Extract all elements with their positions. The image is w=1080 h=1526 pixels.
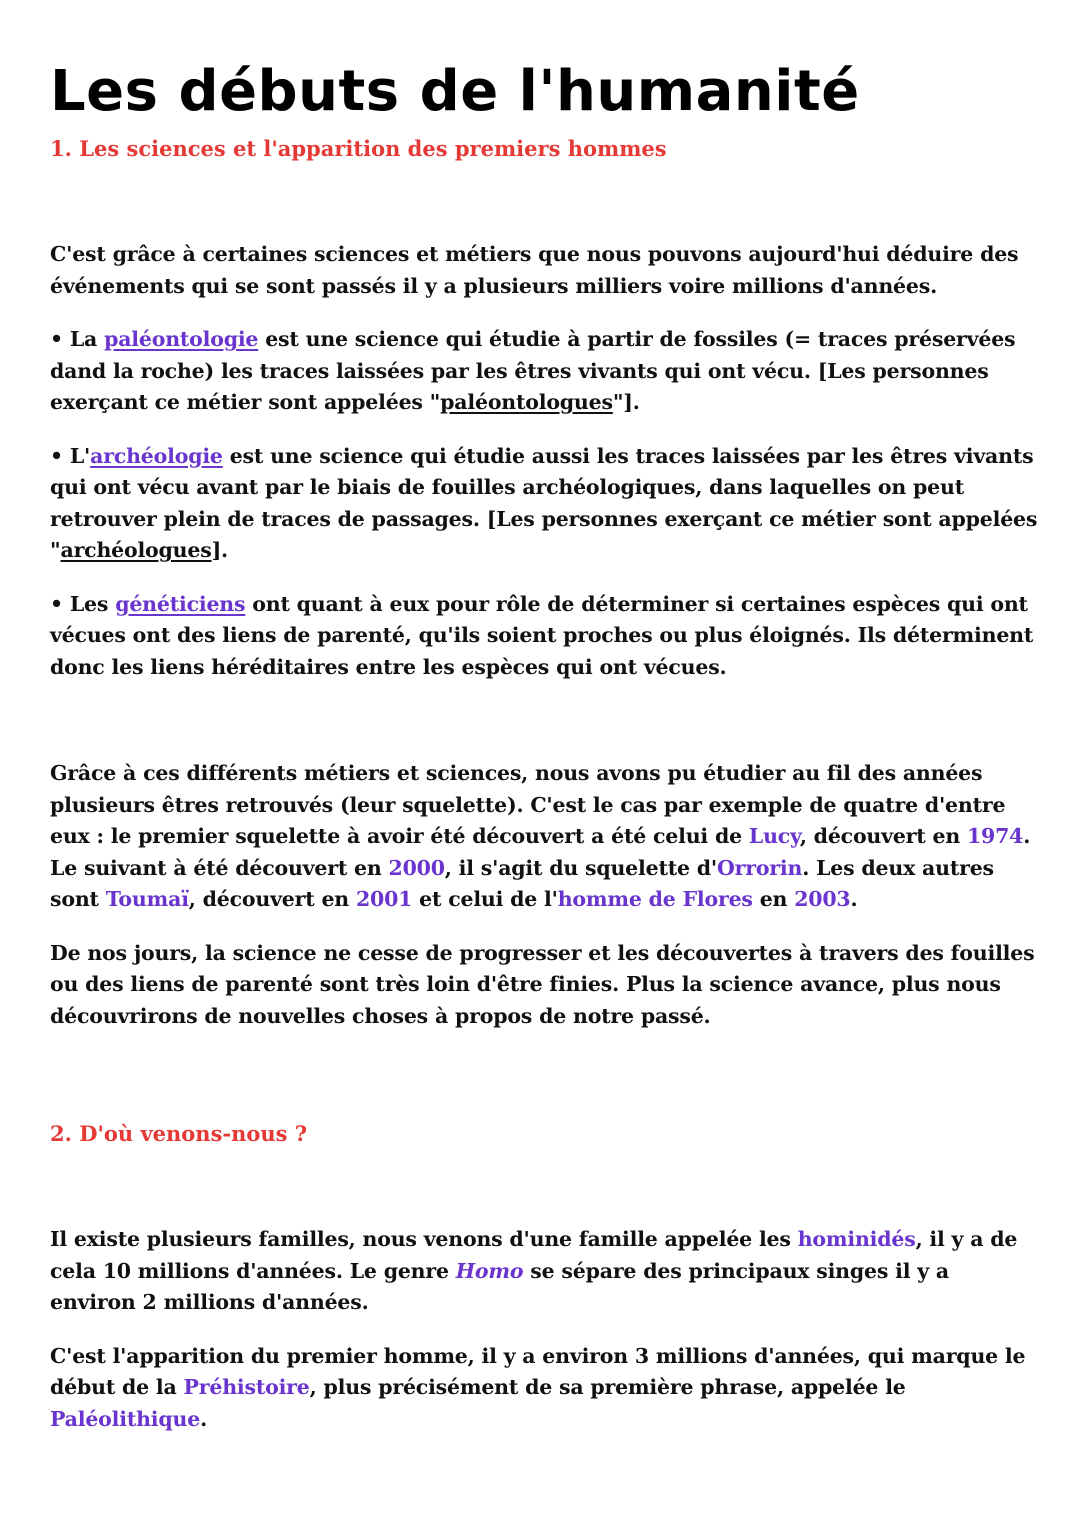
year-2003: 2003 — [794, 887, 851, 911]
conclusion-paragraph: De nos jours, la science ne cesse de progresser et les découvertes à travers des fouilles ou des liens de parenté sont très loin d'être finies. Plus la science avance, plus nous découvrirons de nouvelles choses à propos de notre passé. — [50, 940, 1035, 1028]
toumai-term: Toumaï — [105, 887, 189, 911]
year-1974: 1974 — [966, 824, 1024, 848]
archeologie-link[interactable]: archéologie — [90, 443, 223, 468]
hominides-term: hominidés — [797, 1227, 916, 1251]
document-page — [50, 52, 1040, 1435]
geneticiens-link[interactable]: généticiens — [115, 591, 246, 616]
discoveries-paragraph: Grâce à ces différents métiers et sciences, nous avons pu étudier au fil des années plusieurs êtres retrouvés (leur squelette). C'est le cas par exemple de quatre d'entre eux : le premier squelette à avoir été découvert a été celui de Lucy, découvert en 1974. Le suivant à été découvert en 2000, il s'agit du squelette d'Orrorin. Les deux autres sont Toumaï, découvert en 2001 et celui de l'homme de Flores en 2003. — [50, 761, 1031, 911]
lucy-term: Lucy — [748, 824, 800, 848]
paleolithique-term: Paléolithique — [50, 1406, 201, 1431]
year-2001: 2001 — [355, 887, 413, 911]
prehistoire-term: Préhistoire — [183, 1375, 310, 1399]
page-title: Les débuts de l'humanité — [50, 59, 860, 124]
archeology-paragraph: • L'archéologie est une science qui étudie aussi les traces laissées par les êtres vivants qui ont vécu avant par le biais de fouilles archéologiques, dans laquelles on peut retrouver plein de traces de passages. [Les personnes exerçant ce métier sont appelées "archéologues]. — [50, 443, 1038, 562]
section-1-intro: C'est grâce à certaines sciences et métiers que nous pouvons aujourd'hui déduire des événements qui se sont passés il y a plusieurs milliers voire millions d'années. — [50, 242, 1019, 298]
year-2000: 2000 — [388, 855, 445, 880]
paleontologues-term: paléontologues — [440, 390, 613, 414]
paleontology-paragraph: • La paléontologie est une science qui étudie à partir de fossiles (= traces préservées dand la roche) les traces laissées par les êtres vivants qui ont vécu. [Les personnes exerçant ce métier sont appelées "paléontologues"]. — [50, 327, 1016, 414]
section-1-heading: 1. Les sciences et l'apparition des premiers hommes — [50, 136, 667, 161]
section-2-heading: 2. D'où venons-nous ? — [50, 1121, 308, 1146]
homme-de-flores-term: homme de Flores — [557, 887, 753, 911]
orrorin-term: Orrorin — [716, 855, 803, 880]
genetics-paragraph: • Les généticiens ont quant à eux pour rôle de déterminer si certaines espèces qui ont vécues ont des liens de parenté, qu'ils soient proches ou plus éloignés. Ils déterminent donc les liens héréditaires entre les espèces qui ont vécues. — [50, 591, 1034, 679]
paleontologie-link[interactable]: paléontologie — [104, 327, 259, 351]
appearance-paragraph: C'est l'apparition du premier homme, il y a environ 3 millions d'années, qui marque le début de la Préhistoire, plus précisément de sa première phrase, appelée le Paléolithique. — [50, 1343, 1026, 1431]
archeologues-term: archéologues — [60, 538, 212, 562]
homo-term: Homo — [455, 1258, 524, 1283]
families-paragraph: Il existe plusieurs familles, nous venons d'une famille appelée les hominidés, il y a de cela 10 millions d'années. Le genre Homo se sépare des principaux singes il y a environ 2 millions d'années. — [50, 1227, 1018, 1314]
